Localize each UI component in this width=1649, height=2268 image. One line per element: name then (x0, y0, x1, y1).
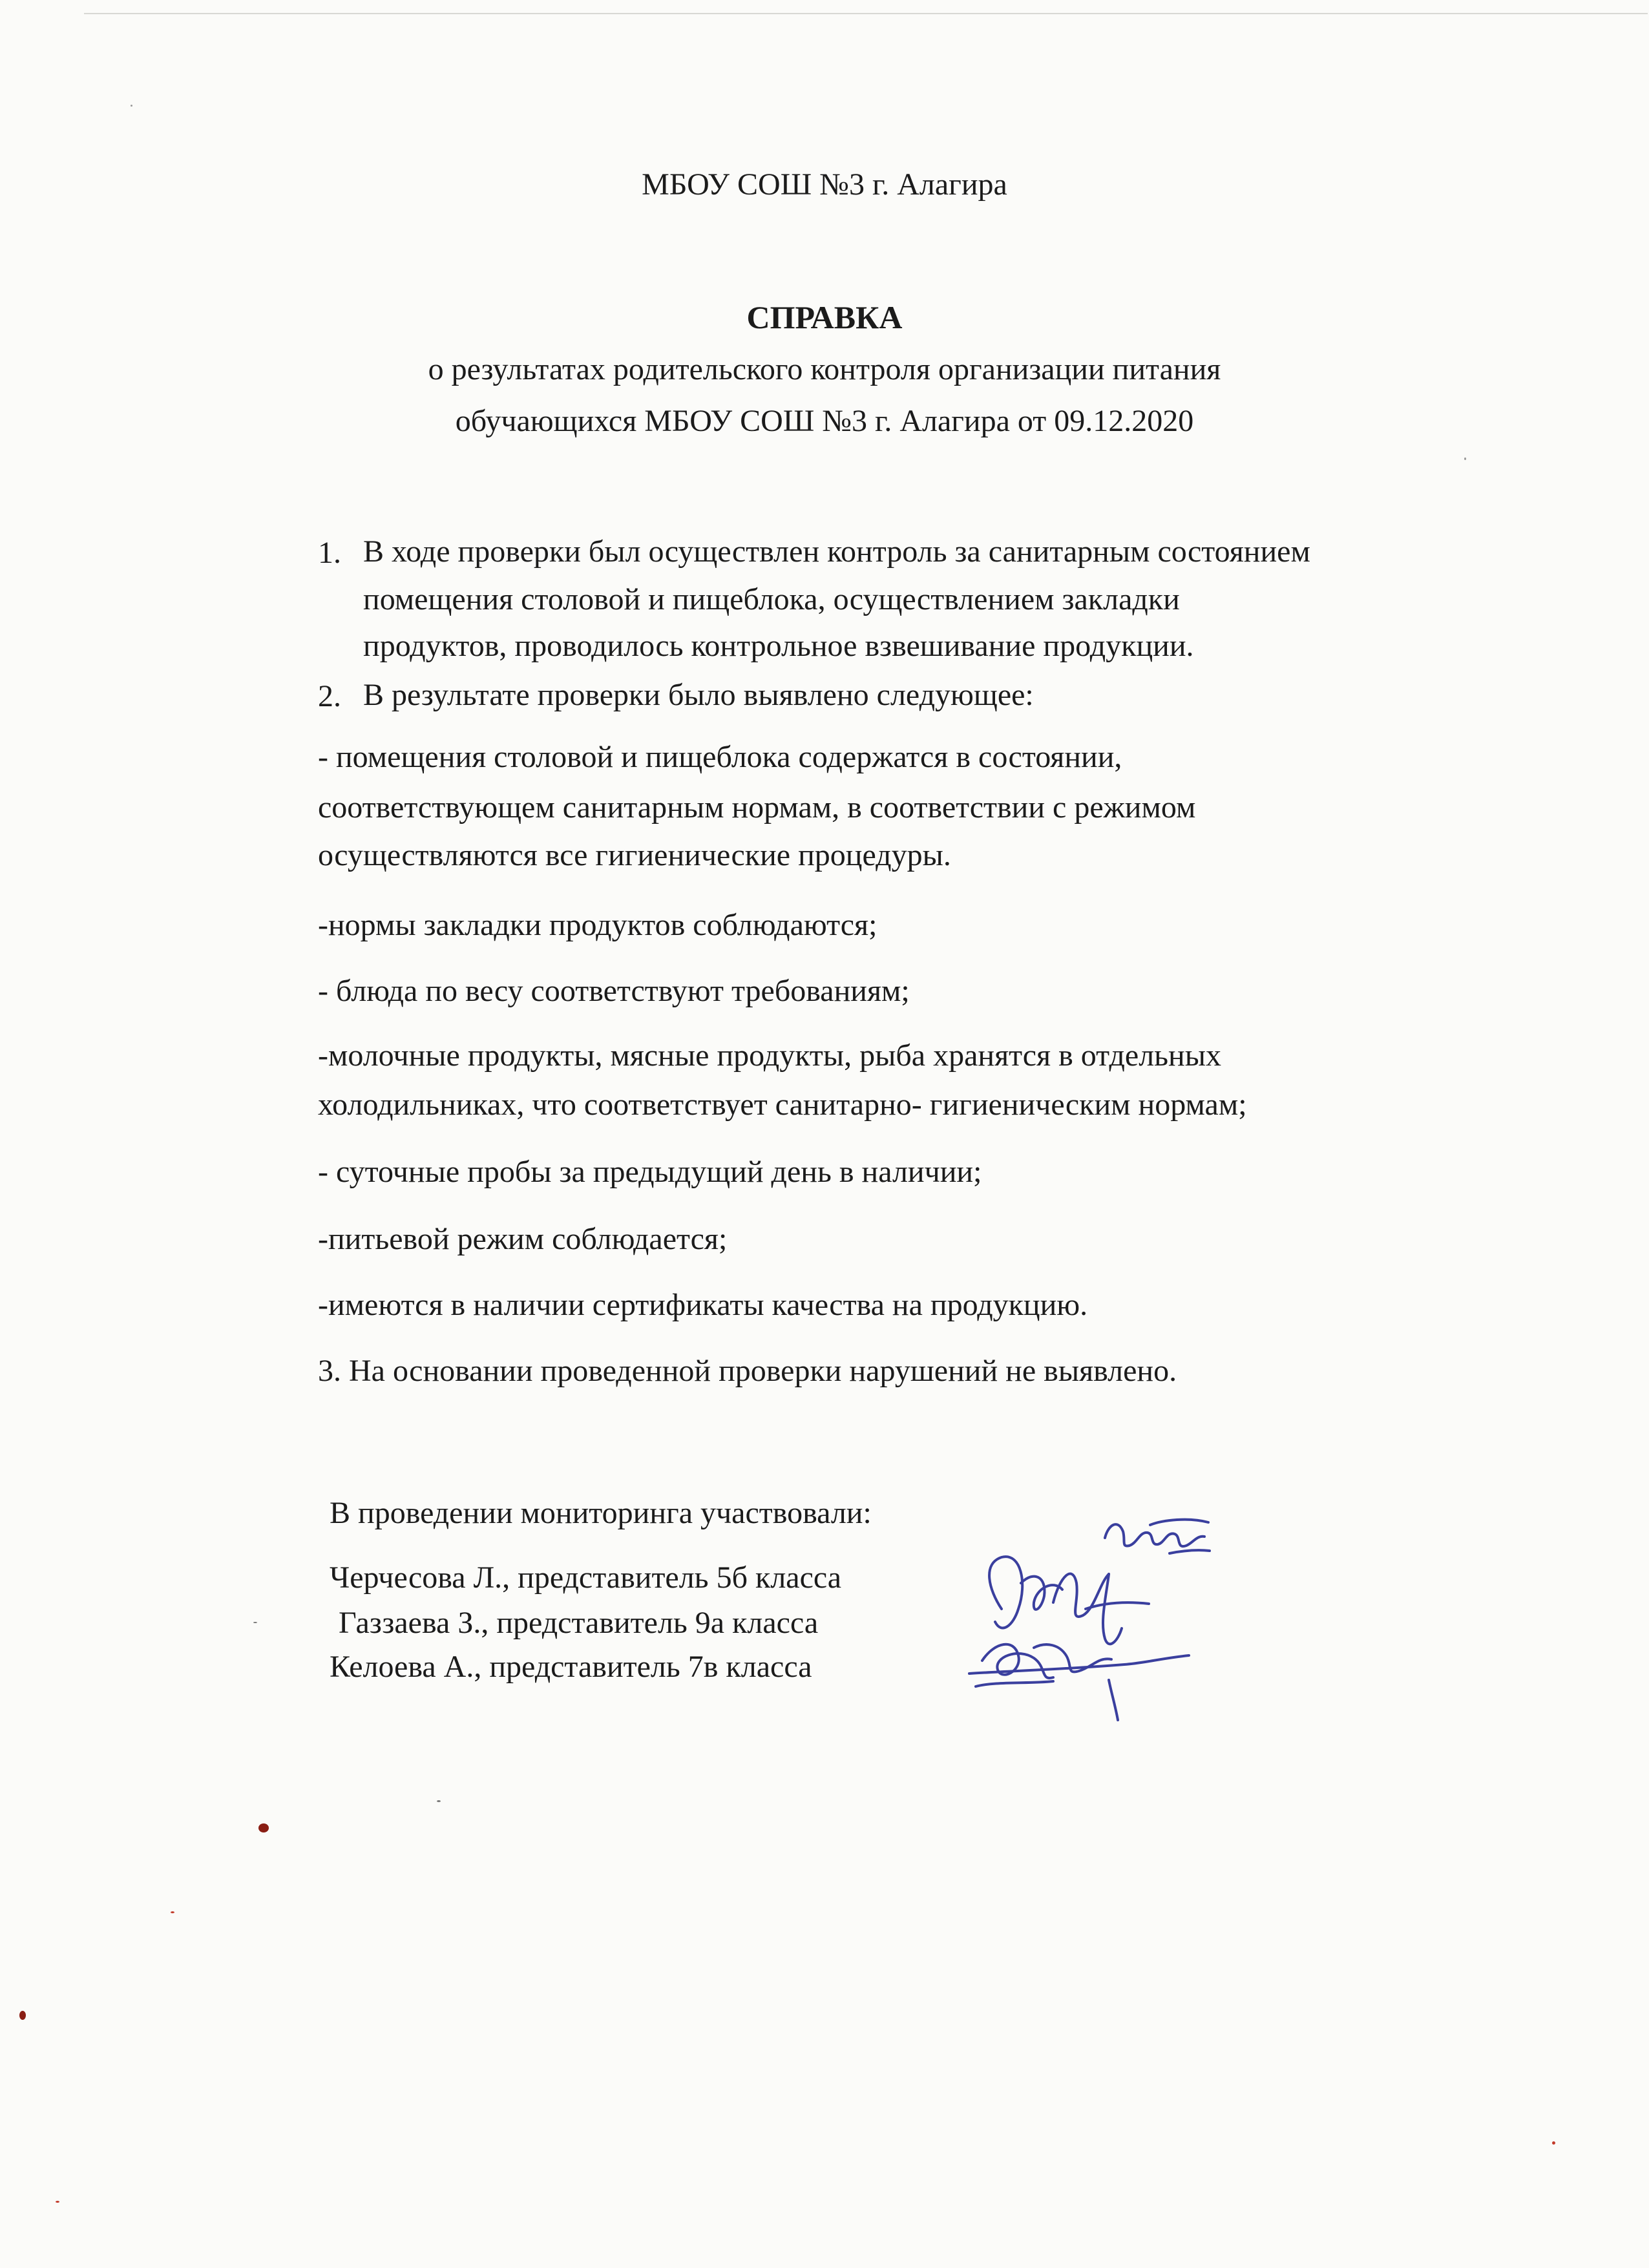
finding-1-line-3: осуществляются все гигиенические процедуры. (318, 838, 951, 872)
finding-3: - блюда по весу соответствуют требованиям; (318, 974, 910, 1008)
scan-stain-mark (1552, 2141, 1555, 2145)
participant-2: Газзаева З., представитель 9а класса (339, 1606, 819, 1640)
finding-4-line-1: -молочные продукты, мясные продукты, рыба хранятся в отдельных (318, 1038, 1221, 1073)
finding-1-line-2: соответствующем санитарным нормам, в соответствии с режимом (318, 790, 1196, 824)
finding-6: -питьевой режим соблюдается; (318, 1222, 728, 1256)
participant-3: Келоева А., представитель 7в класса (330, 1650, 812, 1684)
item-1-line-1: В ходе проверки был осуществлен контроль за санитарным состоянием (363, 534, 1310, 569)
school-header: МБОУ СОШ №3 г. Алагира (642, 167, 1007, 202)
scan-dust-mark (131, 105, 132, 107)
finding-4-line-2: холодильниках, что соответствует санитарно- гигиеническим нормам; (318, 1087, 1247, 1122)
finding-1-line-1: - помещения столовой и пищеблока содержатся в состоянии, (318, 740, 1122, 774)
document-title: СПРАВКА (746, 299, 903, 335)
finding-7: -имеются в наличии сертификаты качества на продукцию. (318, 1288, 1088, 1322)
scan-dust-mark (437, 1800, 441, 1802)
title-subtitle-line-2: обучающихся МБОУ СОШ №3 г. Алагира от 09.12.2020 (455, 404, 1194, 438)
finding-2: -нормы закладки продуктов соблюдаются; (318, 908, 877, 942)
scan-stain-mark (171, 1911, 174, 1913)
scan-edge-line (84, 13, 1648, 14)
handwritten-signatures (956, 1512, 1228, 1725)
item-number-1: 1. (318, 536, 341, 570)
scan-stain-mark (19, 2011, 26, 2020)
scan-dust-mark (253, 1622, 257, 1623)
item-1-line-2: помещения столовой и пищеблока, осуществлением закладки (363, 582, 1180, 616)
item-1-line-3: продуктов, проводилось контрольное взвешивание продукции. (363, 629, 1194, 663)
conclusion: 3. На основании проведенной проверки нарушений не выявлено. (318, 1354, 1177, 1388)
participants-heading: В проведении мониторинга участвовали: (330, 1496, 872, 1530)
scan-stain-mark (56, 2201, 59, 2203)
scan-stain-mark (258, 1823, 269, 1832)
item-2-line-1: В результате проверки было выявлено следующее: (363, 678, 1034, 712)
scan-dust-mark (1464, 457, 1466, 460)
participant-1: Черчесова Л., представитель 5б класса (330, 1560, 842, 1595)
item-number-2: 2. (318, 679, 341, 713)
title-subtitle-line-1: о результатах родительского контроля организации питания (428, 352, 1221, 386)
finding-5: - суточные пробы за предыдущий день в наличии; (318, 1155, 982, 1189)
